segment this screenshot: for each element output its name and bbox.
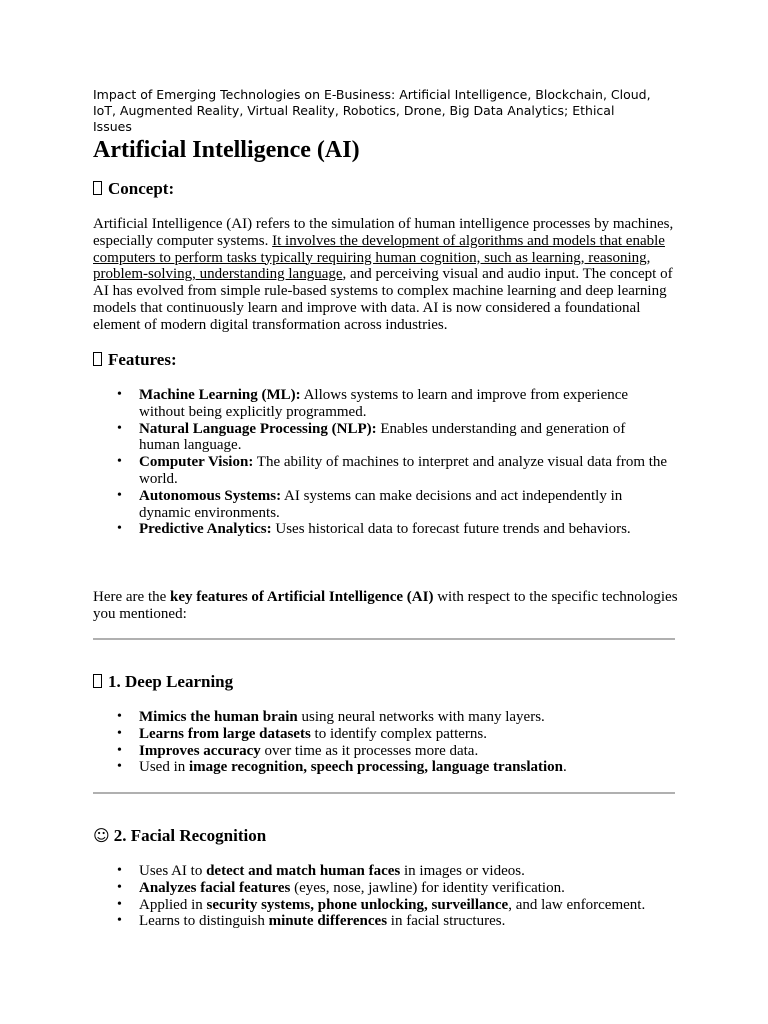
item-bold: Mimics the human brain [139, 709, 298, 725]
facial-recognition-list [93, 863, 669, 930]
item-bold: Analyzes facial features [139, 879, 291, 896]
list-item [139, 421, 669, 455]
list-item [139, 709, 669, 726]
concept-heading [93, 178, 174, 200]
item-pre: Learns to distinguish [139, 913, 269, 930]
smiley-face-icon: ☺ [93, 826, 110, 845]
list-item [139, 521, 669, 538]
feature-desc: The ability of machines to interpret and analyze visual data from the world. [139, 454, 668, 487]
deep-learning-heading-label: 1. Deep Learning [108, 672, 234, 691]
list-item [139, 913, 669, 930]
item-pre: Applied in [139, 896, 207, 913]
item-bold: minute differences [268, 913, 388, 930]
missing-glyph-icon [93, 674, 102, 688]
concept-paragraph [93, 216, 678, 334]
missing-glyph-icon [93, 352, 102, 366]
item-post: , and law enforcement. [508, 896, 646, 913]
list-item [139, 743, 669, 760]
features-heading [93, 349, 177, 371]
item-bold: security systems, phone unlocking, surveillance [206, 896, 509, 913]
item-bold: image recognition, speech processing, language translation [189, 759, 564, 776]
concept-heading-label: Concept: [108, 179, 175, 198]
item-post: using neural networks with many layers. [297, 709, 545, 725]
item-post: over time as it processes more data. [260, 742, 479, 759]
features-heading-label: Features: [108, 350, 177, 369]
list-item [139, 759, 669, 776]
feature-desc: Allows systems to learn and improve from experience without being explicitly programmed. [139, 387, 629, 420]
item-post: to identify complex patterns. [310, 725, 487, 742]
item-bold: detect and match human faces [206, 863, 401, 879]
missing-glyph-icon [93, 181, 102, 195]
item-pre: Used in [139, 759, 189, 776]
section-divider [93, 638, 675, 640]
item-post: (eyes, nose, jawline) for identity verification. [290, 879, 565, 896]
item-post: in facial structures. [387, 913, 506, 930]
concept-text-underlined: It involves the development of algorithms and models that enable computers to perform tasks typically requiring human cognition, such as learning, reasoning, problem-solving, understanding language [93, 232, 665, 283]
list-item [139, 726, 669, 743]
feature-term: Autonomous Systems: [139, 487, 282, 504]
list-item [139, 488, 669, 522]
facial-recognition-heading [93, 825, 266, 847]
list-item [139, 387, 669, 421]
intro-text-bold: key features of Artificial Intelligence (AI) [170, 589, 434, 605]
concept-text-start: Artificial Intelligence (AI) refers to the simulation of human intelligence processes by machines, especially computer systems. [93, 216, 674, 249]
header-note: Impact of Emerging Technologies on E-Business: Artificial Intelligence, Blockchain, Cloud, IoT, Augmented Reality, Virtual Reality, Robotics, Drone, Big Data Analytics; Ethical Issues [93, 87, 651, 134]
item-post: . [563, 759, 567, 776]
concept-text-end: , and perceiving visual and audio input. The concept of AI has evolved from simple rule-based systems to complex machine learning and deep learning models that continuously learn and improve with data. AI is now considered a foundational element of modern digital transformation across industries. [93, 266, 673, 333]
feature-term: Machine Learning (ML): [139, 387, 301, 403]
feature-desc: Uses historical data to forecast future trends and behaviors. [271, 521, 631, 538]
item-bold: Learns from large datasets [139, 725, 311, 742]
item-pre: Uses AI to [139, 863, 207, 879]
intro-text-end: with respect to the specific technologies you mentioned: [93, 589, 678, 622]
list-item [139, 880, 669, 897]
features-list [93, 387, 669, 538]
feature-desc: AI systems can make decisions and act independently in dynamic environments. [139, 487, 623, 521]
item-post: in images or videos. [400, 863, 525, 879]
feature-term: Natural Language Processing (NLP): [139, 420, 377, 437]
facial-recognition-heading-label: 2. Facial Recognition [113, 826, 267, 845]
list-item [139, 863, 669, 880]
feature-desc: Enables understanding and generation of human language. [139, 420, 626, 454]
intro-text-start: Here are the [93, 589, 171, 605]
feature-term: Computer Vision: [139, 454, 254, 471]
page-title: Artificial Intelligence (AI) [93, 137, 360, 163]
list-item [139, 897, 669, 914]
section-divider [93, 792, 675, 794]
deep-learning-heading [93, 671, 233, 693]
item-bold: Improves accuracy [139, 742, 261, 759]
deep-learning-list [93, 709, 669, 776]
feature-term: Predictive Analytics: [139, 521, 272, 538]
intro-paragraph [93, 589, 678, 623]
list-item [139, 454, 669, 488]
